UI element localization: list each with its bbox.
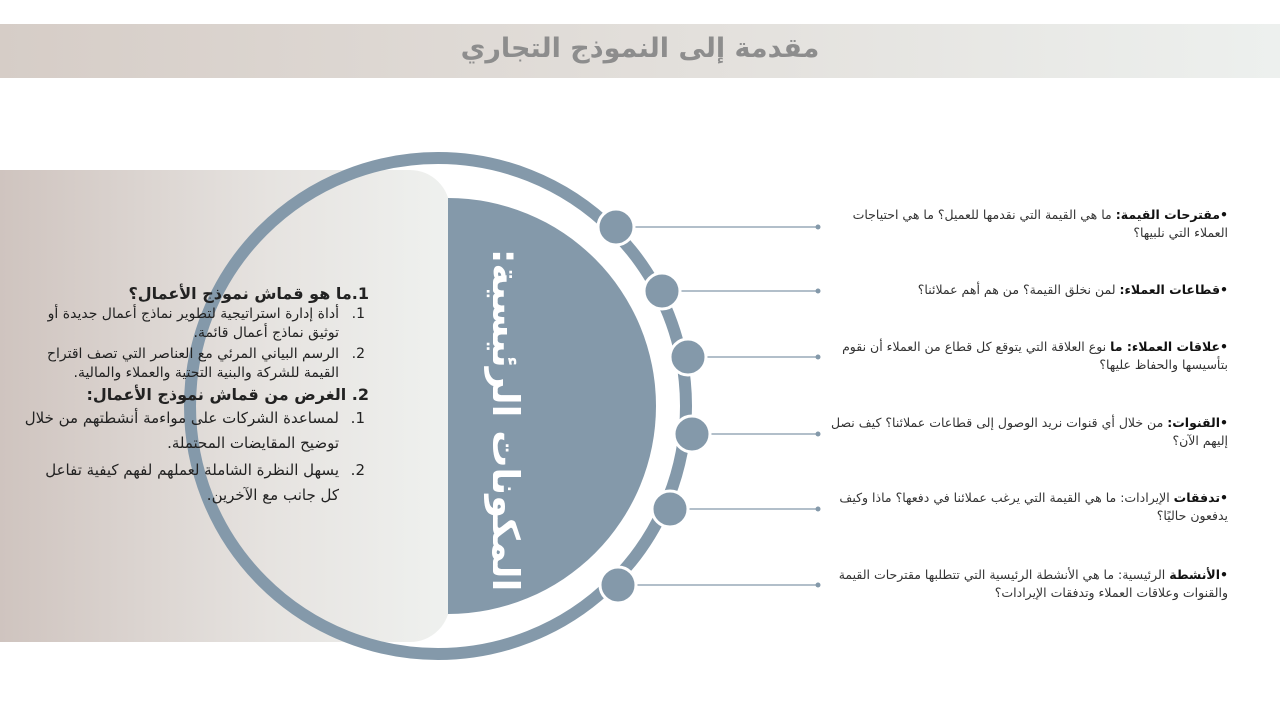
component-term: •قطاعات العملاء: (1119, 282, 1228, 297)
ring-node (598, 209, 634, 245)
component-value-propositions (828, 206, 1228, 242)
list-number: 1. (350, 409, 365, 427)
connector-dot (816, 289, 821, 294)
ring-node (670, 339, 706, 375)
section-heading: 2. الغرض من قماش نموذج الأعمال: (86, 385, 369, 404)
component-revenue-streams (828, 489, 1228, 525)
ring-node (600, 567, 636, 603)
component-desc: من خلال أي قنوات نريد الوصول إلى قطاعات عملائنا؟ كيف نصل إليهم الآن؟ (830, 415, 1228, 448)
component-desc: نوع العلاقة التي يتوقع كل قطاع من العملاء أن نقوم بتأسيسها والحفاظ عليها؟ (842, 339, 1228, 372)
component-desc: الرئيسية: ما هي الأنشطة الرئيسية التي تتطلبها مقترحات القيمة والقنوات وعلاقات العملاء وتدفقات الإيرادات؟ (838, 567, 1228, 600)
list-text: الرسم البياني المرئي مع العناصر التي تصف اقتراح القيمة للشركة والبنية التحتية والعملاء والمالية. (46, 346, 339, 381)
ring-node (652, 491, 688, 527)
list-item (24, 345, 369, 383)
ring-node (644, 273, 680, 309)
component-desc: لمن نخلق القيمة؟ من هم أهم عملائنا؟ (917, 282, 1120, 297)
component-desc: الإيرادات: ما هي القيمة التي يرغب عملائنا في دفعها؟ ماذا وكيف يدفعون حاليًا؟ (839, 490, 1228, 523)
left-text-block (24, 282, 369, 510)
ring-node (674, 416, 710, 452)
component-term: •علاقات العملاء: ما (1110, 339, 1228, 354)
component-desc: ما هي القيمة التي نقدمها للعميل؟ ما هي احتياجات العملاء التي نلبيها؟ (852, 207, 1228, 240)
list-text: لمساعدة الشركات على مواءمة أنشطتهم من خلال توضيح المقايضات المحتملة. (24, 409, 339, 452)
connector-dot (816, 355, 821, 360)
component-term: •تدفقات (1173, 490, 1228, 505)
connector-dot (816, 225, 821, 230)
component-customer-segments (828, 281, 1228, 299)
list-item (24, 305, 369, 343)
component-term: •مقترحات القيمة: (1115, 207, 1228, 222)
connector-dot (816, 432, 821, 437)
section-heading: 1.ما هو قماش نموذج الأعمال؟ (128, 284, 369, 303)
component-term: •القنوات: (1167, 415, 1228, 430)
component-key-activities (828, 566, 1228, 602)
slide-title: مقدمة إلى النموذج التجاري (460, 33, 820, 64)
component-customer-relationships (828, 338, 1228, 374)
component-term: •الأنشطة (1169, 567, 1228, 582)
list-number: 1. (351, 306, 365, 322)
list-number: 2. (350, 461, 365, 479)
connector-endpoints (816, 225, 821, 588)
list-item (24, 458, 369, 508)
center-title: المكونات الرئيسية: (484, 248, 527, 592)
component-channels (828, 414, 1228, 450)
connector-dot (816, 507, 821, 512)
list-item (24, 406, 369, 456)
list-text: يسهل النظرة الشاملة لعملهم لفهم كيفية تفاعل كل جانب مع الآخرين. (45, 461, 339, 504)
list-text: أداة إدارة استراتيجية لتطوير نماذج أعمال جديدة أو توثيق نماذج أعمال قائمة. (47, 306, 339, 341)
connector-dot (816, 583, 821, 588)
list-number: 2. (351, 346, 365, 362)
